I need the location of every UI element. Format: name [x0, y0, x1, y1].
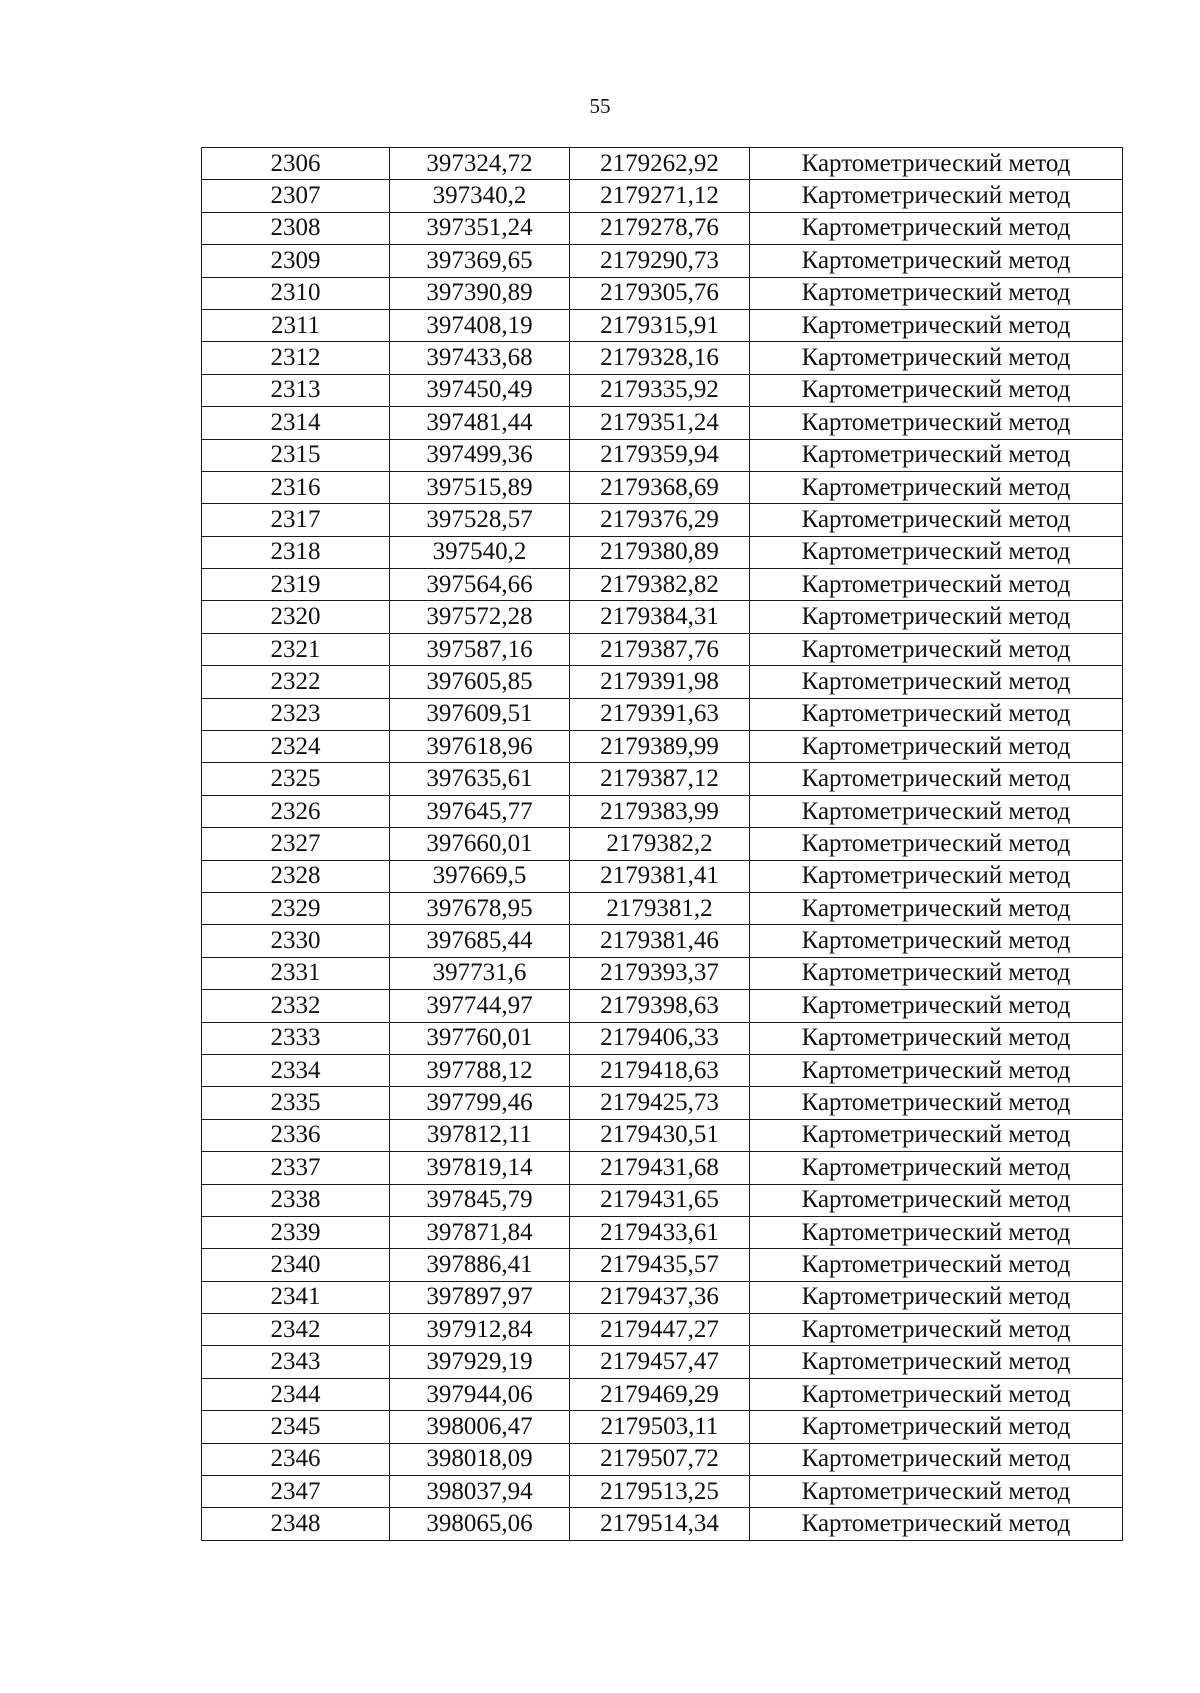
- y-coordinate-cell: 2179469,29: [570, 1378, 750, 1410]
- method-cell: Картометрический метод: [750, 148, 1123, 180]
- x-coordinate-cell: 397760,01: [390, 1022, 570, 1054]
- x-coordinate-cell: 397605,85: [390, 666, 570, 698]
- y-coordinate-cell: 2179406,33: [570, 1022, 750, 1054]
- y-coordinate-cell: 2179507,72: [570, 1443, 750, 1475]
- y-coordinate-cell: 2179391,98: [570, 666, 750, 698]
- method-cell: Картометрический метод: [750, 1216, 1123, 1248]
- table-row: [202, 277, 1123, 309]
- point-number-cell: 2328: [202, 860, 390, 892]
- point-number-cell: 2333: [202, 1022, 390, 1054]
- x-coordinate-cell: 397528,57: [390, 504, 570, 536]
- point-number-cell: 2348: [202, 1508, 390, 1540]
- y-coordinate-cell: 2179387,76: [570, 633, 750, 665]
- x-coordinate-cell: 397324,72: [390, 148, 570, 180]
- table-row: [202, 1249, 1123, 1281]
- y-coordinate-cell: 2179418,63: [570, 1054, 750, 1086]
- x-coordinate-cell: 397609,51: [390, 698, 570, 730]
- x-coordinate-cell: 397929,19: [390, 1346, 570, 1378]
- point-number-cell: 2326: [202, 795, 390, 827]
- point-number-cell: 2344: [202, 1378, 390, 1410]
- table-row: [202, 633, 1123, 665]
- method-cell: Картометрический метод: [750, 1087, 1123, 1119]
- method-cell: Картометрический метод: [750, 601, 1123, 633]
- y-coordinate-cell: 2179381,2: [570, 892, 750, 924]
- method-cell: Картометрический метод: [750, 731, 1123, 763]
- point-number-cell: 2339: [202, 1216, 390, 1248]
- x-coordinate-cell: 398018,09: [390, 1443, 570, 1475]
- point-number-cell: 2317: [202, 504, 390, 536]
- point-number-cell: 2327: [202, 828, 390, 860]
- method-cell: Картометрический метод: [750, 1281, 1123, 1313]
- table-row: [202, 1184, 1123, 1216]
- x-coordinate-cell: 397912,84: [390, 1314, 570, 1346]
- table-row: [202, 763, 1123, 795]
- point-number-cell: 2322: [202, 666, 390, 698]
- x-coordinate-cell: 397481,44: [390, 407, 570, 439]
- point-number-cell: 2311: [202, 309, 390, 341]
- method-cell: Картометрический метод: [750, 1378, 1123, 1410]
- point-number-cell: 2307: [202, 180, 390, 212]
- x-coordinate-cell: 397587,16: [390, 633, 570, 665]
- x-coordinate-cell: 397845,79: [390, 1184, 570, 1216]
- y-coordinate-cell: 2179382,2: [570, 828, 750, 860]
- method-cell: Картометрический метод: [750, 1508, 1123, 1540]
- point-number-cell: 2316: [202, 471, 390, 503]
- table-row: [202, 1022, 1123, 1054]
- method-cell: Картометрический метод: [750, 180, 1123, 212]
- method-cell: Картометрический метод: [750, 277, 1123, 309]
- y-coordinate-cell: 2179382,82: [570, 569, 750, 601]
- x-coordinate-cell: 397886,41: [390, 1249, 570, 1281]
- table-row: [202, 309, 1123, 341]
- method-cell: Картометрический метод: [750, 860, 1123, 892]
- x-coordinate-cell: 397618,96: [390, 731, 570, 763]
- table-row: [202, 1443, 1123, 1475]
- point-number-cell: 2331: [202, 957, 390, 989]
- y-coordinate-cell: 2179435,57: [570, 1249, 750, 1281]
- method-cell: Картометрический метод: [750, 828, 1123, 860]
- y-coordinate-cell: 2179335,92: [570, 374, 750, 406]
- point-number-cell: 2309: [202, 245, 390, 277]
- point-number-cell: 2335: [202, 1087, 390, 1119]
- point-number-cell: 2313: [202, 374, 390, 406]
- table-row: [202, 957, 1123, 989]
- method-cell: Картометрический метод: [750, 407, 1123, 439]
- x-coordinate-cell: 397369,65: [390, 245, 570, 277]
- y-coordinate-cell: 2179431,68: [570, 1152, 750, 1184]
- method-cell: Картометрический метод: [750, 892, 1123, 924]
- x-coordinate-cell: 397499,36: [390, 439, 570, 471]
- table-row: [202, 990, 1123, 1022]
- point-number-cell: 2337: [202, 1152, 390, 1184]
- point-number-cell: 2347: [202, 1476, 390, 1508]
- table-row: [202, 148, 1123, 180]
- method-cell: Картометрический метод: [750, 309, 1123, 341]
- x-coordinate-cell: 398006,47: [390, 1411, 570, 1443]
- point-number-cell: 2315: [202, 439, 390, 471]
- method-cell: Картометрический метод: [750, 342, 1123, 374]
- method-cell: Картометрический метод: [750, 439, 1123, 471]
- method-cell: Картометрический метод: [750, 1411, 1123, 1443]
- x-coordinate-cell: 397678,95: [390, 892, 570, 924]
- table-row: [202, 374, 1123, 406]
- y-coordinate-cell: 2179457,47: [570, 1346, 750, 1378]
- point-number-cell: 2338: [202, 1184, 390, 1216]
- table-row: [202, 471, 1123, 503]
- method-cell: Картометрический метод: [750, 990, 1123, 1022]
- table-row: [202, 1054, 1123, 1086]
- y-coordinate-cell: 2179328,16: [570, 342, 750, 374]
- table-row: [202, 569, 1123, 601]
- table-row: [202, 1346, 1123, 1378]
- y-coordinate-cell: 2179447,27: [570, 1314, 750, 1346]
- y-coordinate-cell: 2179383,99: [570, 795, 750, 827]
- table-row: [202, 828, 1123, 860]
- method-cell: Картометрический метод: [750, 1314, 1123, 1346]
- y-coordinate-cell: 2179389,99: [570, 731, 750, 763]
- y-coordinate-cell: 2179290,73: [570, 245, 750, 277]
- x-coordinate-cell: 397340,2: [390, 180, 570, 212]
- y-coordinate-cell: 2179387,12: [570, 763, 750, 795]
- point-number-cell: 2332: [202, 990, 390, 1022]
- table-row: [202, 536, 1123, 568]
- y-coordinate-cell: 2179351,24: [570, 407, 750, 439]
- point-number-cell: 2345: [202, 1411, 390, 1443]
- x-coordinate-cell: 397812,11: [390, 1119, 570, 1151]
- table-row: [202, 212, 1123, 244]
- table-row: [202, 1378, 1123, 1410]
- method-cell: Картометрический метод: [750, 212, 1123, 244]
- table-row: [202, 666, 1123, 698]
- point-number-cell: 2346: [202, 1443, 390, 1475]
- point-number-cell: 2306: [202, 148, 390, 180]
- y-coordinate-cell: 2179437,36: [570, 1281, 750, 1313]
- x-coordinate-cell: 397744,97: [390, 990, 570, 1022]
- page-number: 55: [589, 94, 611, 118]
- point-number-cell: 2318: [202, 536, 390, 568]
- y-coordinate-cell: 2179431,65: [570, 1184, 750, 1216]
- method-cell: Картометрический метод: [750, 1184, 1123, 1216]
- method-cell: Картометрический метод: [750, 633, 1123, 665]
- method-cell: Картометрический метод: [750, 957, 1123, 989]
- method-cell: Картометрический метод: [750, 1022, 1123, 1054]
- method-cell: Картометрический метод: [750, 374, 1123, 406]
- table-row: [202, 407, 1123, 439]
- point-number-cell: 2324: [202, 731, 390, 763]
- x-coordinate-cell: 397390,89: [390, 277, 570, 309]
- y-coordinate-cell: 2179278,76: [570, 212, 750, 244]
- x-coordinate-cell: 397408,19: [390, 309, 570, 341]
- point-number-cell: 2314: [202, 407, 390, 439]
- x-coordinate-cell: 397660,01: [390, 828, 570, 860]
- method-cell: Картометрический метод: [750, 1346, 1123, 1378]
- y-coordinate-cell: 2179305,76: [570, 277, 750, 309]
- table-row: [202, 1087, 1123, 1119]
- y-coordinate-cell: 2179376,29: [570, 504, 750, 536]
- table-row: [202, 342, 1123, 374]
- x-coordinate-cell: 397897,97: [390, 1281, 570, 1313]
- y-coordinate-cell: 2179425,73: [570, 1087, 750, 1119]
- point-number-cell: 2320: [202, 601, 390, 633]
- method-cell: Картометрический метод: [750, 471, 1123, 503]
- point-number-cell: 2341: [202, 1281, 390, 1313]
- x-coordinate-cell: 397450,49: [390, 374, 570, 406]
- y-coordinate-cell: 2179380,89: [570, 536, 750, 568]
- y-coordinate-cell: 2179381,41: [570, 860, 750, 892]
- method-cell: Картометрический метод: [750, 925, 1123, 957]
- table-row: [202, 1152, 1123, 1184]
- coordinates-table-body: [202, 148, 1123, 1541]
- y-coordinate-cell: 2179433,61: [570, 1216, 750, 1248]
- point-number-cell: 2343: [202, 1346, 390, 1378]
- table-row: [202, 504, 1123, 536]
- method-cell: Картометрический метод: [750, 1119, 1123, 1151]
- method-cell: Картометрический метод: [750, 504, 1123, 536]
- point-number-cell: 2336: [202, 1119, 390, 1151]
- table-row: [202, 1216, 1123, 1248]
- x-coordinate-cell: 397731,6: [390, 957, 570, 989]
- method-cell: Картометрический метод: [750, 1476, 1123, 1508]
- method-cell: Картометрический метод: [750, 1054, 1123, 1086]
- point-number-cell: 2329: [202, 892, 390, 924]
- y-coordinate-cell: 2179514,34: [570, 1508, 750, 1540]
- point-number-cell: 2321: [202, 633, 390, 665]
- y-coordinate-cell: 2179381,46: [570, 925, 750, 957]
- x-coordinate-cell: 397635,61: [390, 763, 570, 795]
- table-row: [202, 1476, 1123, 1508]
- table-row: [202, 601, 1123, 633]
- coordinates-table: [201, 147, 1123, 1541]
- table-row: [202, 892, 1123, 924]
- table-row: [202, 925, 1123, 957]
- method-cell: Картометрический метод: [750, 666, 1123, 698]
- method-cell: Картометрический метод: [750, 763, 1123, 795]
- x-coordinate-cell: 397540,2: [390, 536, 570, 568]
- y-coordinate-cell: 2179368,69: [570, 471, 750, 503]
- point-number-cell: 2334: [202, 1054, 390, 1086]
- x-coordinate-cell: 397645,77: [390, 795, 570, 827]
- point-number-cell: 2319: [202, 569, 390, 601]
- table-row: [202, 731, 1123, 763]
- x-coordinate-cell: 398065,06: [390, 1508, 570, 1540]
- y-coordinate-cell: 2179262,92: [570, 148, 750, 180]
- table-row: [202, 1119, 1123, 1151]
- point-number-cell: 2312: [202, 342, 390, 374]
- table-row: [202, 180, 1123, 212]
- y-coordinate-cell: 2179393,37: [570, 957, 750, 989]
- y-coordinate-cell: 2179503,11: [570, 1411, 750, 1443]
- point-number-cell: 2325: [202, 763, 390, 795]
- x-coordinate-cell: 397788,12: [390, 1054, 570, 1086]
- method-cell: Картометрический метод: [750, 1443, 1123, 1475]
- method-cell: Картометрический метод: [750, 245, 1123, 277]
- table-row: [202, 860, 1123, 892]
- x-coordinate-cell: 397572,28: [390, 601, 570, 633]
- point-number-cell: 2342: [202, 1314, 390, 1346]
- method-cell: Картометрический метод: [750, 698, 1123, 730]
- method-cell: Картометрический метод: [750, 795, 1123, 827]
- table-row: [202, 1281, 1123, 1313]
- x-coordinate-cell: 398037,94: [390, 1476, 570, 1508]
- point-number-cell: 2308: [202, 212, 390, 244]
- method-cell: Картометрический метод: [750, 1152, 1123, 1184]
- table-row: [202, 795, 1123, 827]
- y-coordinate-cell: 2179384,31: [570, 601, 750, 633]
- x-coordinate-cell: 397871,84: [390, 1216, 570, 1248]
- y-coordinate-cell: 2179398,63: [570, 990, 750, 1022]
- point-number-cell: 2323: [202, 698, 390, 730]
- y-coordinate-cell: 2179513,25: [570, 1476, 750, 1508]
- method-cell: Картометрический метод: [750, 569, 1123, 601]
- table-row: [202, 1314, 1123, 1346]
- x-coordinate-cell: 397515,89: [390, 471, 570, 503]
- table-row: [202, 1508, 1123, 1540]
- x-coordinate-cell: 397799,46: [390, 1087, 570, 1119]
- y-coordinate-cell: 2179391,63: [570, 698, 750, 730]
- x-coordinate-cell: 397351,24: [390, 212, 570, 244]
- table-row: [202, 698, 1123, 730]
- y-coordinate-cell: 2179271,12: [570, 180, 750, 212]
- x-coordinate-cell: 397433,68: [390, 342, 570, 374]
- y-coordinate-cell: 2179315,91: [570, 309, 750, 341]
- method-cell: Картометрический метод: [750, 536, 1123, 568]
- point-number-cell: 2340: [202, 1249, 390, 1281]
- x-coordinate-cell: 397685,44: [390, 925, 570, 957]
- table-row: [202, 245, 1123, 277]
- method-cell: Картометрический метод: [750, 1249, 1123, 1281]
- table-row: [202, 1411, 1123, 1443]
- x-coordinate-cell: 397819,14: [390, 1152, 570, 1184]
- table-row: [202, 439, 1123, 471]
- y-coordinate-cell: 2179430,51: [570, 1119, 750, 1151]
- y-coordinate-cell: 2179359,94: [570, 439, 750, 471]
- x-coordinate-cell: 397944,06: [390, 1378, 570, 1410]
- x-coordinate-cell: 397669,5: [390, 860, 570, 892]
- point-number-cell: 2310: [202, 277, 390, 309]
- point-number-cell: 2330: [202, 925, 390, 957]
- x-coordinate-cell: 397564,66: [390, 569, 570, 601]
